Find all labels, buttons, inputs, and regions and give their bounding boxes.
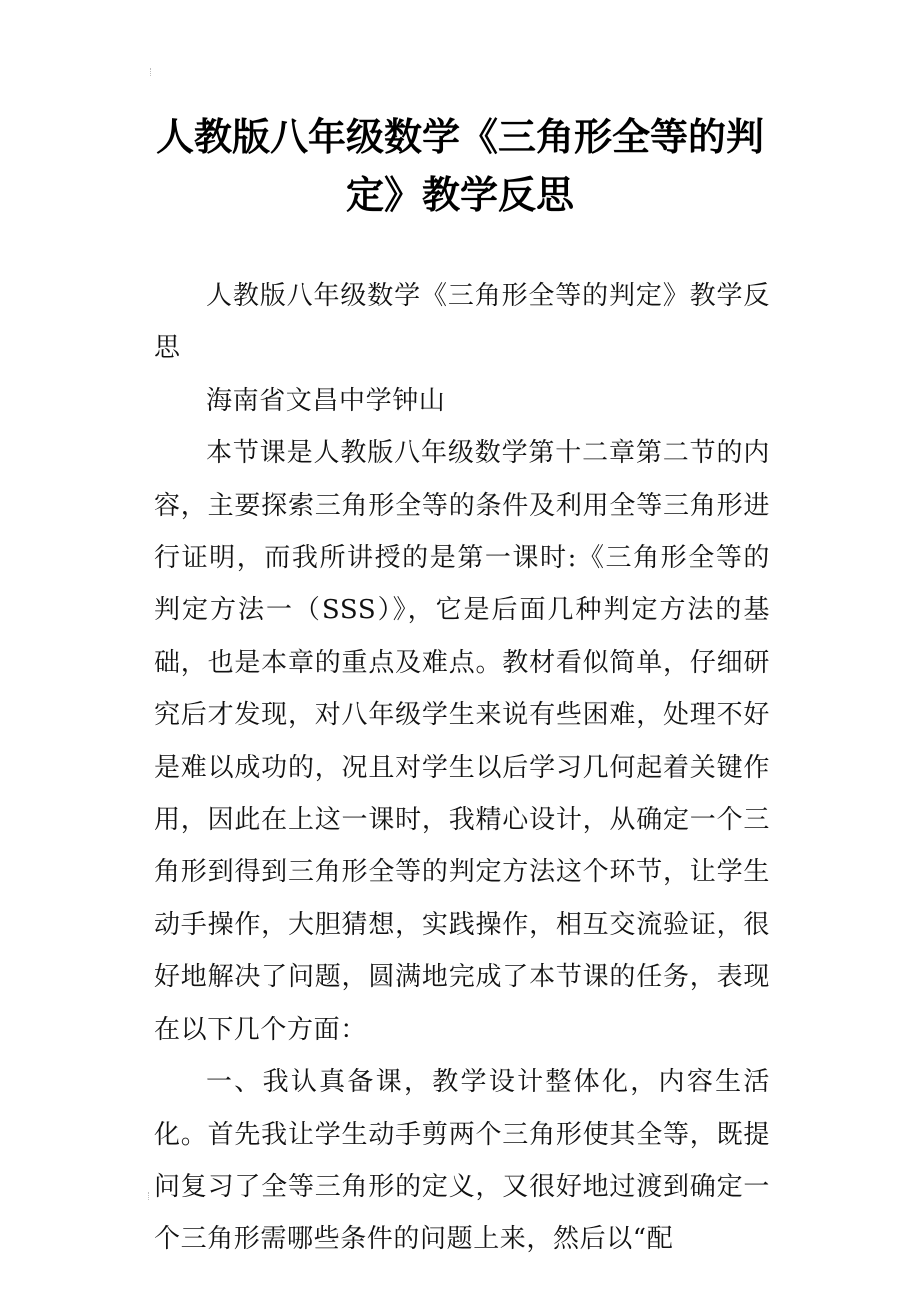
- paragraph-heading: 人教版八年级数学《三角形全等的判定》教学反思: [154, 281, 770, 364]
- paragraph-intro: 本节课是人教版八年级数学第十二章第二节的内容，主要探索三角形全等的条件及利用全等三角形进行证明，而我所讲授的是第一课时:《三角形全等的判定方法一（SSS）》，它是后面几种判定方法的基础，也是本章的重点及难点。教材看似简单，仔细研究后才发现，对八年级学生来说有些困难，处理不好是难以成功的，况且对学生以后学习几何起着关键作用，因此在上这一课时，我精心设计，从确定一个三角形到得到三角形全等的判定方法这个环节，让学生动手操作，大胆猜想，实践操作，相互交流验证，很好地解决了问题，圆满地完成了本节课的任务，表现在以下几个方面：: [154, 438, 770, 1045]
- crop-mark-bottom: [148, 1192, 153, 1200]
- crop-mark-top: [150, 68, 155, 76]
- paragraph-author: 海南省文昌中学钟山: [206, 385, 446, 416]
- document-title: 人教版八年级数学《三角形全等的判定》教学反思: [155, 115, 764, 217]
- paragraph-point-one: 一、我认真备课，教学设计整体化，内容生活化。首先我让学生动手剪两个三角形使其全等，既提问复习了全等三角形的定义，又很好地过渡到确定一个三角形需哪些条件的问题上来，然后以“配: [154, 1067, 770, 1255]
- document-body: [154, 270, 770, 1266]
